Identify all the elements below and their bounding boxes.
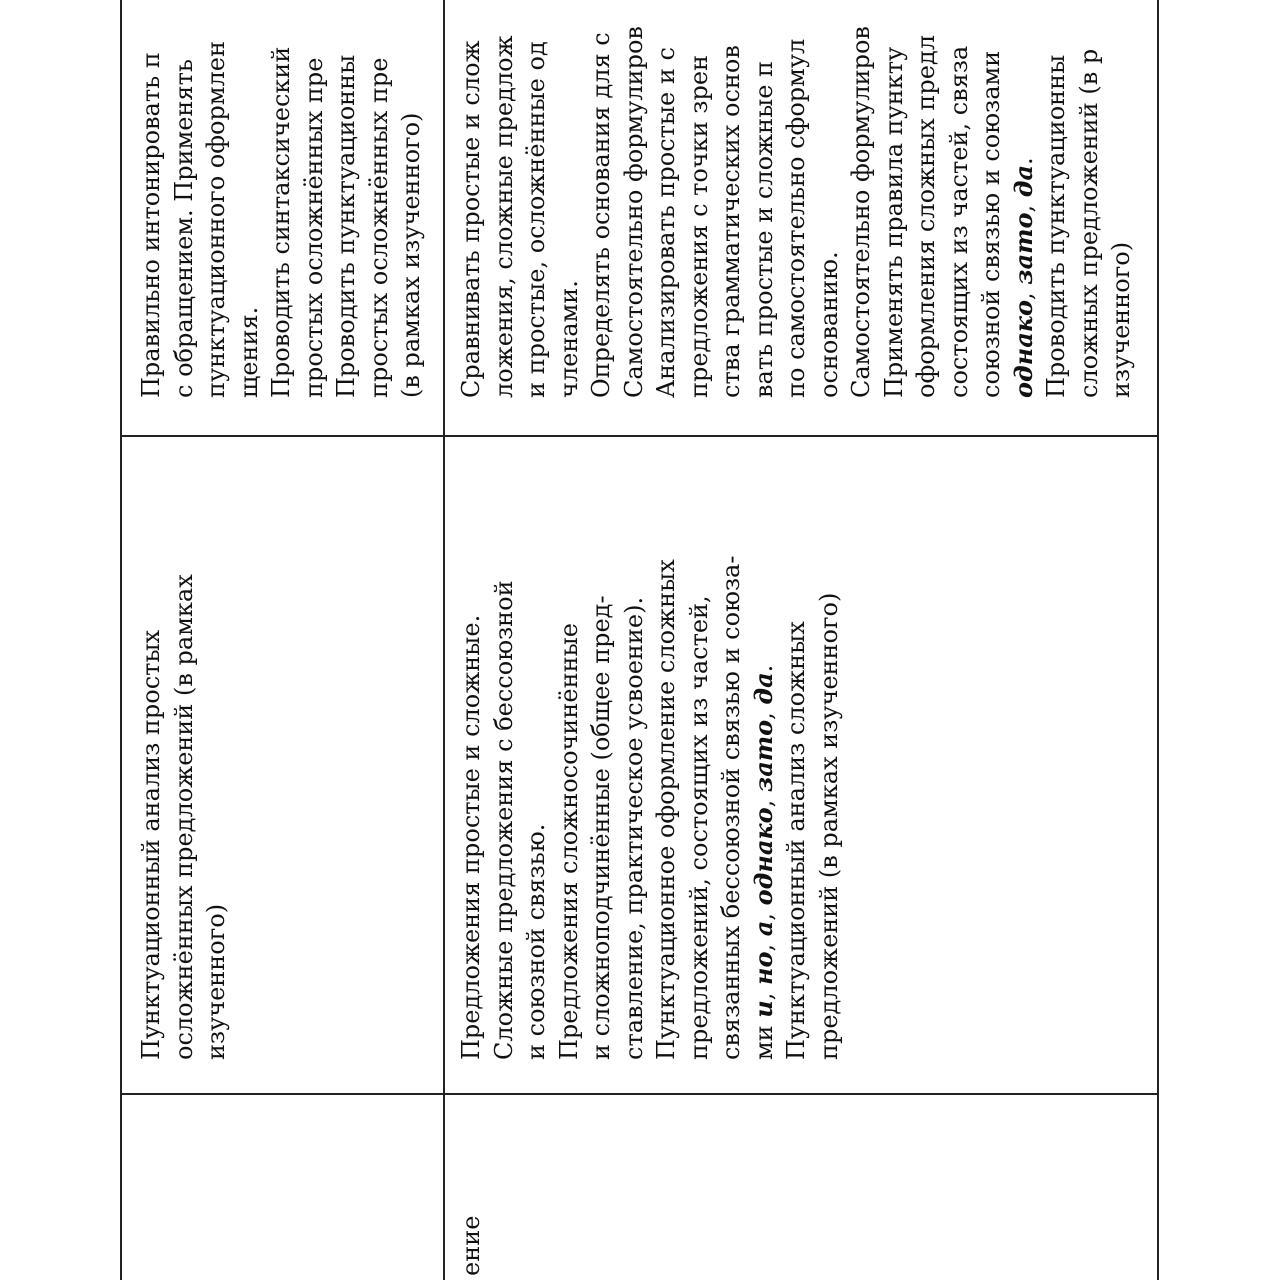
text-segment: Анализировать простые и с [652,47,680,398]
row2-content-line [455,556,488,1060]
row2-activity-line [748,26,781,398]
row1-activity-line [330,41,363,398]
column-divider-activity [120,435,1157,437]
row2-topic-cell [455,1216,488,1276]
text-segment: и сложноподчинённые (общее пред- [587,595,615,1060]
row2-activity-line [845,26,878,398]
text-segment: предложений, состоящих из частей, [684,595,713,1060]
row1-content-cell [135,574,233,1060]
conjunction-emphasis: однако [1008,300,1038,398]
row2-activity-line [488,26,521,398]
text-segment: Определять основания для с [587,32,615,398]
text-segment: , [1009,197,1038,213]
conjunction-emphasis: зато [748,719,778,793]
row1-activity-line [135,41,168,398]
row2-content-line [585,556,618,1060]
text-segment: Пунктуационный анализ сложных [782,621,810,1060]
text-segment: , [1009,284,1038,300]
row2-topic-text: ение [457,1215,485,1276]
row2-activity-line [943,26,976,398]
row1-activity-line [168,41,201,398]
text-segment: , [749,792,778,808]
row2-activity-line [878,26,911,398]
text-segment: и простые, осложнённые од [522,41,550,398]
row2-activity-line [715,26,748,398]
text-segment: ми [749,1017,778,1060]
conjunction-emphasis: зато [1008,212,1038,285]
text-segment: Пунктуационный анализ простых [137,629,165,1060]
text-segment: , [749,936,778,952]
table-border-top [120,0,122,1280]
text-segment: Сложные предложения с бессоюзной [489,580,518,1060]
row2-content-line [618,556,651,1060]
row2-activity-line [1040,26,1073,398]
text-segment: Предложения простые и сложные. [457,614,485,1060]
row2-activity-line [780,26,813,398]
row1-activity-line [298,41,331,398]
text-segment: простых осложнённых пре [364,57,393,398]
text-segment: изученного) [1107,241,1135,398]
row2-content-line [520,556,553,1060]
row2-content-line [683,556,716,1060]
text-segment: Самостоятельно формулиров [847,26,875,398]
text-segment: Предложения сложносочинённые [554,623,583,1060]
row2-activity-line [975,26,1008,398]
row1-activity-line [265,41,298,398]
row1-content-line [135,574,168,1060]
row1-activity-line [395,41,428,398]
row2-content-line [748,556,781,1060]
row2-activity-line [1073,26,1106,398]
text-segment: простых осложнённых пре [299,57,328,398]
row2-activity-line [650,26,683,398]
column-divider-topic [120,1093,1157,1095]
row1-activity-line [363,41,396,398]
text-segment: оформления сложных предл [912,35,940,398]
row1-activity-line [200,41,233,398]
row1-content-line [200,574,233,1060]
row2-activity-cell [455,26,1138,398]
text-segment: ства грамматических основ [717,45,745,398]
text-segment: союзной связью и союзами [977,50,1005,398]
row1-content-line [168,574,201,1060]
row2-content-cell [455,556,845,1060]
row1-activity-cell [135,41,428,398]
text-segment: (в рамках изученного) [397,112,425,398]
row1-activity-line [233,41,266,398]
text-segment: по самостоятельно сформул [782,38,810,398]
text-segment: , [749,905,778,921]
row2-activity-line [910,26,943,398]
conjunction-emphasis: но [748,951,778,985]
row2-activity-line [618,26,651,398]
text-segment: щения. [234,306,263,398]
row2-activity-line [585,26,618,398]
text-segment: . [1009,157,1038,165]
conjunction-emphasis: да [748,672,778,705]
text-segment: ложения, сложные предлож [489,35,518,398]
text-segment: изученного) [202,903,230,1060]
conjunction-emphasis: а [748,920,778,937]
text-segment: Проводить синтаксический [267,46,295,398]
row2-activity-line [1105,26,1138,398]
row2-content-line [813,556,846,1060]
row2-activity-line [683,26,716,398]
row2-activity-line [813,26,846,398]
text-segment: сложных предложений (в р [1074,48,1103,398]
row2-content-line [488,556,521,1060]
text-segment: Самостоятельно формулиров [619,26,648,398]
text-segment: . [749,664,778,673]
text-segment: ставление, практическое усвоение). [619,596,648,1060]
text-segment: осложнённых предложений (в рамках [169,574,198,1060]
conjunction-emphasis: да [1008,164,1038,198]
text-segment: Пунктуационное оформление сложных [652,559,680,1060]
text-segment: Правильно интонировать п [137,52,165,398]
text-segment: , [749,704,778,720]
row2-content-line [780,556,813,1060]
text-segment: , [749,984,778,1001]
row2-activity-line [455,26,488,398]
row-divider [443,0,445,1280]
row2-activity-line [553,26,586,398]
row2-content-line [715,556,748,1060]
text-segment: основанию. [814,251,843,398]
text-segment: пунктуационного оформлен [202,41,230,398]
text-segment: с обращением. Применять [169,59,198,398]
text-segment: и союзной связью. [522,823,550,1060]
text-segment: Проводить пунктуационны [332,54,360,398]
text-segment: состоящих из частей, связа [944,45,973,398]
text-segment: вать простые и сложные п [749,60,778,398]
text-segment: членами. [554,280,583,398]
text-segment: связанных бессоюзной связью и союза- [717,555,745,1060]
row2-activity-line [1008,26,1041,398]
row2-content-line [553,556,586,1060]
row2-activity-line [520,26,553,398]
table-border-bottom [1157,0,1159,1280]
text-segment: Проводить пунктуационны [1042,54,1070,398]
text-segment: предложения с точки зрен [684,54,713,398]
conjunction-emphasis: и [748,1000,778,1018]
text-segment: Применять правила пункту [879,46,908,398]
text-segment: предложений (в рамках изученного) [814,592,843,1060]
row2-content-line [650,556,683,1060]
conjunction-emphasis: однако [748,807,778,906]
text-segment: Сравнивать простые и слож [457,40,485,398]
